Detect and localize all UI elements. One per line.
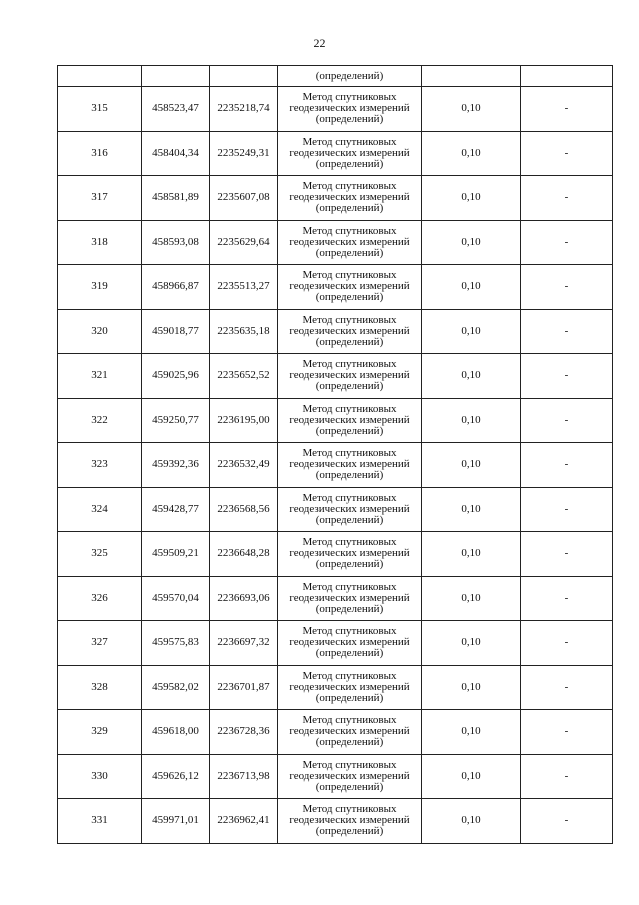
method-line: Метод спутниковых [302, 224, 397, 237]
method-line: (определений) [315, 825, 384, 838]
coordinates-table [57, 65, 613, 844]
method-line: Метод спутниковых [302, 580, 397, 593]
point-number-cell: 316 [58, 131, 142, 176]
method-cell [278, 799, 422, 844]
method-line: геодезических измерений [289, 235, 410, 248]
x-coordinate-cell: 459582,02 [142, 665, 210, 710]
note-cell: - [521, 220, 613, 265]
x-coordinate-cell: 459570,04 [142, 576, 210, 621]
method-line: Метод спутниковых [302, 714, 397, 727]
method-line: Метод спутниковых [302, 358, 397, 371]
method-line: Метод спутниковых [302, 180, 397, 193]
method-line: Метод спутниковых [302, 625, 397, 638]
note-cell: - [521, 754, 613, 799]
method-line: (определений) [315, 246, 384, 259]
method-line: Метод спутниковых [302, 491, 397, 504]
note-cell: - [521, 265, 613, 310]
method-cell [278, 87, 422, 132]
x-coordinate-cell: 459250,77 [142, 398, 210, 443]
precision-cell: 0,10 [422, 487, 521, 532]
y-coordinate-cell: 2236713,98 [210, 754, 278, 799]
x-coordinate-cell: 458593,08 [142, 220, 210, 265]
x-coordinate-cell: 459392,36 [142, 443, 210, 488]
precision-cell: 0,10 [422, 176, 521, 221]
x-coordinate-cell: 459971,01 [142, 799, 210, 844]
method-line: геодезических измерений [289, 280, 410, 293]
y-coordinate-cell: 2236648,28 [210, 532, 278, 577]
point-number-cell: 324 [58, 487, 142, 532]
method-line: (определений) [315, 113, 384, 126]
continuation-y-cell [210, 66, 278, 87]
point-number-cell: 326 [58, 576, 142, 621]
method-line: Метод спутниковых [302, 313, 397, 326]
note-cell: - [521, 532, 613, 577]
y-coordinate-cell: 2235652,52 [210, 354, 278, 399]
y-coordinate-cell: 2236568,56 [210, 487, 278, 532]
table-row [58, 176, 613, 221]
note-cell: - [521, 487, 613, 532]
method-line: геодезических измерений [289, 769, 410, 782]
method-line: (определений) [315, 513, 384, 526]
y-coordinate-cell: 2236195,00 [210, 398, 278, 443]
method-line: (определений) [315, 558, 384, 571]
point-number-cell: 318 [58, 220, 142, 265]
method-cell [278, 398, 422, 443]
precision-cell: 0,10 [422, 398, 521, 443]
method-line: (определений) [315, 202, 384, 215]
method-line: Метод спутниковых [302, 758, 397, 771]
table-row [58, 576, 613, 621]
method-cell [278, 176, 422, 221]
x-coordinate-cell: 459575,83 [142, 621, 210, 666]
precision-cell: 0,10 [422, 754, 521, 799]
method-line: (определений) [315, 647, 384, 660]
method-line: геодезических измерений [289, 680, 410, 693]
precision-cell: 0,10 [422, 576, 521, 621]
note-cell: - [521, 665, 613, 710]
precision-cell: 0,10 [422, 87, 521, 132]
y-coordinate-cell: 2235513,27 [210, 265, 278, 310]
method-cell [278, 265, 422, 310]
x-coordinate-cell: 459626,12 [142, 754, 210, 799]
table-row [58, 354, 613, 399]
precision-cell: 0,10 [422, 309, 521, 354]
method-cell [278, 309, 422, 354]
x-coordinate-cell: 459509,21 [142, 532, 210, 577]
table-row [58, 443, 613, 488]
table-row [58, 220, 613, 265]
point-number-cell: 323 [58, 443, 142, 488]
method-line: (определений) [315, 424, 384, 437]
continuation-num-cell [58, 66, 142, 87]
point-number-cell: 320 [58, 309, 142, 354]
method-line: (определений) [315, 691, 384, 704]
note-cell: - [521, 354, 613, 399]
table-row [58, 131, 613, 176]
method-line: (определений) [315, 736, 384, 749]
y-coordinate-cell: 2236693,06 [210, 576, 278, 621]
precision-cell: 0,10 [422, 354, 521, 399]
table-row [58, 487, 613, 532]
x-coordinate-cell: 458523,47 [142, 87, 210, 132]
method-line: геодезических измерений [289, 636, 410, 649]
note-cell: - [521, 710, 613, 755]
coordinates-table-body [58, 66, 613, 844]
table-row [58, 309, 613, 354]
method-line: геодезических измерений [289, 324, 410, 337]
continuation-precision-cell [422, 66, 521, 87]
method-cell [278, 443, 422, 488]
method-line: (определений) [315, 380, 384, 393]
precision-cell: 0,10 [422, 665, 521, 710]
y-coordinate-cell: 2236728,36 [210, 710, 278, 755]
method-line: (определений) [315, 602, 384, 615]
method-line: Метод спутниковых [302, 803, 397, 816]
point-number-cell: 325 [58, 532, 142, 577]
method-cell [278, 576, 422, 621]
x-coordinate-cell: 458581,89 [142, 176, 210, 221]
method-line: (определений) [315, 157, 384, 170]
note-cell: - [521, 398, 613, 443]
method-cell [278, 665, 422, 710]
precision-cell: 0,10 [422, 443, 521, 488]
note-cell: - [521, 87, 613, 132]
method-line: Метод спутниковых [302, 269, 397, 282]
continuation-row [58, 66, 613, 87]
method-line: Метод спутниковых [302, 135, 397, 148]
x-coordinate-cell: 459618,00 [142, 710, 210, 755]
y-coordinate-cell: 2236532,49 [210, 443, 278, 488]
method-cell [278, 354, 422, 399]
precision-cell: 0,10 [422, 532, 521, 577]
point-number-cell: 319 [58, 265, 142, 310]
table-row [58, 87, 613, 132]
method-line: геодезических измерений [289, 146, 410, 159]
method-line: геодезических измерений [289, 591, 410, 604]
method-line: Метод спутниковых [302, 447, 397, 460]
x-coordinate-cell: 458404,34 [142, 131, 210, 176]
method-line: (определений) [315, 335, 384, 348]
point-number-cell: 329 [58, 710, 142, 755]
table-row [58, 754, 613, 799]
point-number-cell: 315 [58, 87, 142, 132]
method-line: геодезических измерений [289, 547, 410, 560]
y-coordinate-cell: 2235607,08 [210, 176, 278, 221]
precision-cell: 0,10 [422, 710, 521, 755]
point-number-cell: 317 [58, 176, 142, 221]
note-cell: - [521, 176, 613, 221]
point-number-cell: 330 [58, 754, 142, 799]
table-row [58, 799, 613, 844]
page-number: 22 [313, 36, 326, 50]
method-line: геодезических измерений [289, 102, 410, 115]
method-line: (определений) [315, 780, 384, 793]
table-row [58, 398, 613, 443]
y-coordinate-cell: 2236697,32 [210, 621, 278, 666]
method-line: (определений) [315, 291, 384, 304]
point-number-cell: 327 [58, 621, 142, 666]
point-number-cell: 322 [58, 398, 142, 443]
method-line: (определений) [315, 469, 384, 482]
method-cell [278, 621, 422, 666]
y-coordinate-cell: 2235629,64 [210, 220, 278, 265]
continuation-method-cell: (определений) [278, 66, 422, 87]
y-coordinate-cell: 2235249,31 [210, 131, 278, 176]
continuation-x-cell [142, 66, 210, 87]
note-cell: - [521, 621, 613, 666]
method-line: геодезических измерений [289, 725, 410, 738]
note-cell: - [521, 309, 613, 354]
precision-cell: 0,10 [422, 621, 521, 666]
method-line: Метод спутниковых [302, 536, 397, 549]
method-cell [278, 487, 422, 532]
y-coordinate-cell: 2235635,18 [210, 309, 278, 354]
precision-cell: 0,10 [422, 799, 521, 844]
x-coordinate-cell: 459018,77 [142, 309, 210, 354]
method-cell [278, 220, 422, 265]
method-line: геодезических измерений [289, 502, 410, 515]
note-cell: - [521, 443, 613, 488]
table-row [58, 265, 613, 310]
x-coordinate-cell: 459428,77 [142, 487, 210, 532]
method-line: Метод спутниковых [302, 402, 397, 415]
continuation-note-cell [521, 66, 613, 87]
method-cell [278, 754, 422, 799]
table-row [58, 710, 613, 755]
point-number-cell: 328 [58, 665, 142, 710]
method-line: Метод спутниковых [302, 669, 397, 682]
point-number-cell: 321 [58, 354, 142, 399]
precision-cell: 0,10 [422, 131, 521, 176]
table-row [58, 665, 613, 710]
note-cell: - [521, 799, 613, 844]
y-coordinate-cell: 2236962,41 [210, 799, 278, 844]
method-line: геодезических измерений [289, 369, 410, 382]
table-row [58, 621, 613, 666]
method-line: геодезических измерений [289, 191, 410, 204]
method-line: геодезических измерений [289, 458, 410, 471]
note-cell: - [521, 131, 613, 176]
method-cell [278, 532, 422, 577]
point-number-cell: 331 [58, 799, 142, 844]
precision-cell: 0,10 [422, 265, 521, 310]
x-coordinate-cell: 459025,96 [142, 354, 210, 399]
method-cell [278, 131, 422, 176]
precision-cell: 0,10 [422, 220, 521, 265]
method-line: Метод спутниковых [302, 91, 397, 104]
method-cell [278, 710, 422, 755]
y-coordinate-cell: 2236701,87 [210, 665, 278, 710]
y-coordinate-cell: 2235218,74 [210, 87, 278, 132]
note-cell: - [521, 576, 613, 621]
x-coordinate-cell: 458966,87 [142, 265, 210, 310]
method-line: геодезических измерений [289, 814, 410, 827]
table-row [58, 532, 613, 577]
method-line: геодезических измерений [289, 413, 410, 426]
